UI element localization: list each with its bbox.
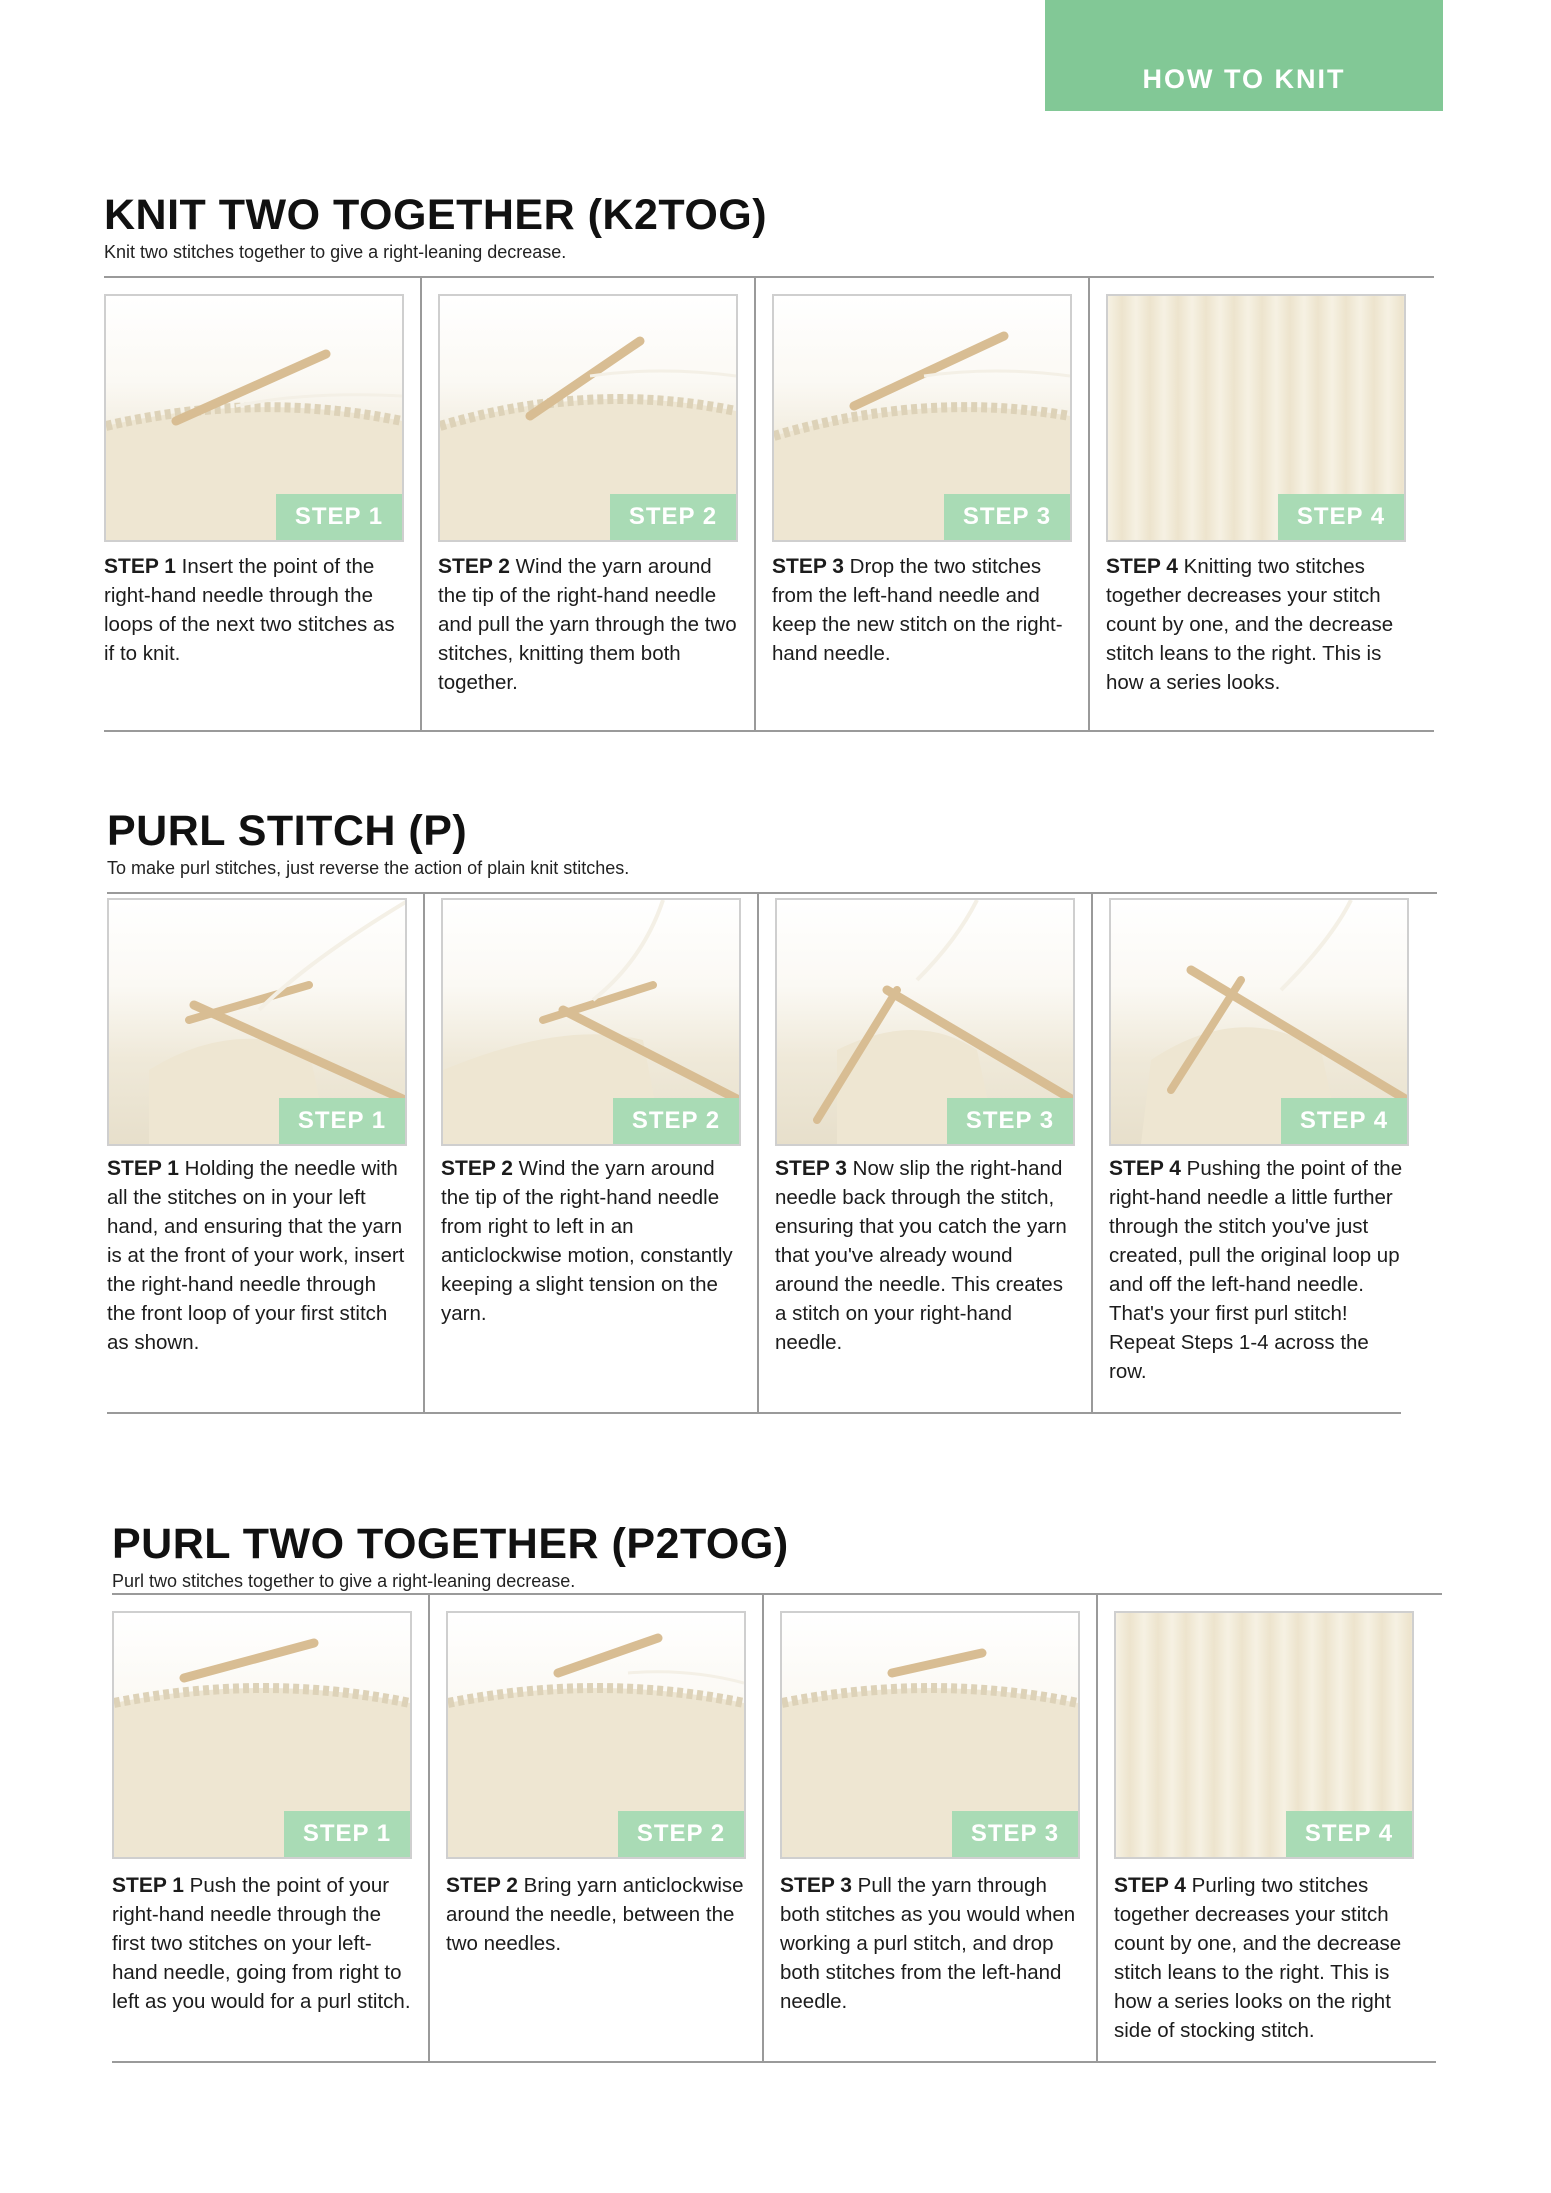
step-body: Knitting two stitches together decreases your stitch count by one, and the decrease stitch leans to the right. This is how a series looks.	[1106, 555, 1394, 694]
step-lead: STEP 4	[1109, 1157, 1181, 1180]
section-purl-stitch	[107, 806, 1447, 1383]
section-p2tog	[112, 1519, 1452, 2079]
step-photo	[107, 898, 407, 1146]
step-photo	[1109, 898, 1409, 1146]
step-lead: STEP 3	[775, 1157, 847, 1180]
step-description	[446, 1871, 746, 1958]
step-description	[1106, 552, 1406, 697]
step-body: Wind the yarn around the tip of the right-hand needle from right to left in an anticlockwise motion, constantly keeping a slight tension on the yarn.	[441, 1157, 733, 1325]
section-bottom-rule	[107, 1412, 1401, 1414]
column-divider	[1088, 278, 1090, 730]
step-lead: STEP 4	[1114, 1874, 1186, 1897]
step-badge: STEP 1	[284, 1811, 410, 1857]
step-photo	[104, 294, 404, 542]
section-title: PURL STITCH (P)	[107, 807, 468, 855]
column-divider	[1091, 894, 1093, 1412]
step-description	[112, 1871, 412, 2016]
step-badge: STEP 2	[613, 1098, 739, 1144]
step-photo	[438, 294, 738, 542]
step-badge: STEP 3	[944, 494, 1070, 540]
header-tab	[1045, 0, 1443, 111]
step-photo	[446, 1611, 746, 1859]
column-divider	[757, 894, 759, 1412]
column-divider	[754, 278, 756, 730]
step-body: Bring yarn anticlockwise around the needle, between the two needles.	[446, 1874, 744, 1955]
section-k2tog	[104, 190, 1444, 750]
column-divider	[420, 278, 422, 730]
column-divider	[1096, 1595, 1098, 2061]
section-title: KNIT TWO TOGETHER (K2TOG)	[104, 191, 768, 239]
step-photo	[780, 1611, 1080, 1859]
section-bottom-rule	[104, 730, 1434, 732]
step-lead: STEP 2	[446, 1874, 518, 1897]
step-lead: STEP 2	[441, 1157, 513, 1180]
step-photo	[1106, 294, 1406, 542]
step-badge: STEP 3	[952, 1811, 1078, 1857]
step-description	[1114, 1871, 1414, 2045]
step-body: Push the point of your right-hand needle through the first two stitches on your left-hand needle, going from right to left as you would for a purl stitch.	[112, 1874, 411, 2013]
step-badge: STEP 1	[276, 494, 402, 540]
step-lead: STEP 1	[112, 1874, 184, 1897]
column-divider	[428, 1595, 430, 2061]
step-body: Now slip the right-hand needle back through the stitch, ensuring that you catch the yarn that you've already wound around the needle. This creates a stitch on your right-hand needle.	[775, 1157, 1067, 1354]
section-title: PURL TWO TOGETHER (P2TOG)	[112, 1520, 789, 1568]
step-badge: STEP 2	[618, 1811, 744, 1857]
step-description	[780, 1871, 1080, 2016]
section-rule	[107, 892, 1437, 894]
step-badge: STEP 2	[610, 494, 736, 540]
step-body: Pushing the point of the right-hand needle a little further through the stitch you've just created, pull the original loop up and off the left-hand needle. That's your first purl stitch! Repeat Steps 1-4 across the row.	[1109, 1157, 1403, 1383]
step-lead: STEP 1	[104, 555, 176, 578]
section-subtitle: To make purl stitches, just reverse the action of plain knit stitches.	[107, 858, 630, 878]
step-body: Insert the point of the right-hand needle through the loops of the next two stitches as if to knit.	[104, 555, 395, 665]
step-lead: STEP 2	[438, 555, 510, 578]
step-photo	[772, 294, 1072, 542]
step-body: Wind the yarn around the tip of the right-hand needle and pull the yarn through the two stitches, knitting them both together.	[438, 555, 737, 694]
step-description	[104, 552, 404, 668]
step-body: Pull the yarn through both stitches as you would when working a purl stitch, and drop both stitches from the left-hand needle.	[780, 1874, 1076, 2013]
section-rule	[104, 276, 1434, 278]
step-description	[441, 1154, 741, 1328]
step-badge: STEP 1	[279, 1098, 405, 1144]
step-body: Drop the two stitches from the left-hand needle and keep the new stitch on the right-hand needle.	[772, 555, 1063, 665]
step-description	[775, 1154, 1075, 1357]
section-bottom-rule	[112, 2061, 1436, 2063]
step-body: Holding the needle with all the stitches on in your left hand, and ensuring that the yarn is at the front of your work, insert the right-hand needle through the front loop of your first stitch as shown.	[107, 1157, 405, 1354]
step-description	[107, 1154, 407, 1357]
step-photo	[112, 1611, 412, 1859]
header-tab-label: HOW TO KNIT	[1142, 64, 1346, 94]
step-description	[1109, 1154, 1409, 1386]
step-lead: STEP 4	[1106, 555, 1178, 578]
section-subtitle: Purl two stitches together to give a right-leaning decrease.	[112, 1571, 576, 1591]
step-description	[772, 552, 1072, 668]
step-photo	[441, 898, 741, 1146]
section-rule	[112, 1593, 1442, 1595]
step-badge: STEP 4	[1281, 1098, 1407, 1144]
step-lead: STEP 1	[107, 1157, 179, 1180]
step-badge: STEP 3	[947, 1098, 1073, 1144]
step-photo	[775, 898, 1075, 1146]
step-description	[438, 552, 738, 697]
step-body: Purling two stitches together decreases your stitch count by one, and the decrease stitch leans to the right. This is how a series looks on the right side of stocking stitch.	[1114, 1874, 1402, 2042]
column-divider	[423, 894, 425, 1412]
step-lead: STEP 3	[772, 555, 844, 578]
section-subtitle: Knit two stitches together to give a right-leaning decrease.	[104, 242, 567, 262]
step-badge: STEP 4	[1286, 1811, 1412, 1857]
column-divider	[762, 1595, 764, 2061]
step-photo	[1114, 1611, 1414, 1859]
step-badge: STEP 4	[1278, 494, 1404, 540]
step-lead: STEP 3	[780, 1874, 852, 1897]
